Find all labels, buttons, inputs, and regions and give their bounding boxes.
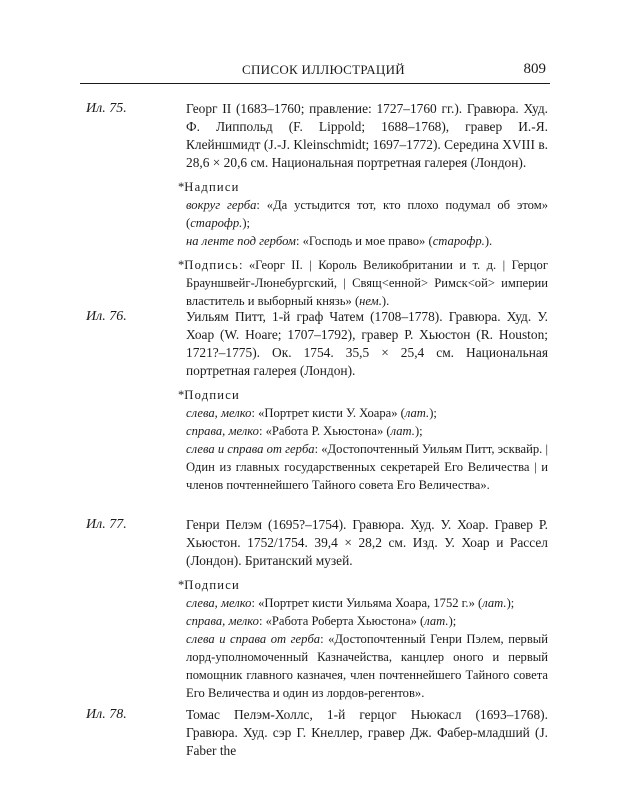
note-line: справа, мелко: «Работа Р. Хьюстона» (лат.); xyxy=(186,424,423,438)
note-line: вокруг герба: «Да устыдится тот, кто плохо подумал об этом» (старофр.); xyxy=(186,198,549,230)
note-line: слева и справа от герба: «Достопочтенный Уильям Питт, эсквайр. | Один из главных государственных секретарей Его Величества | и членов почтеннейшего Тайного совета Его Величества». xyxy=(186,442,548,492)
note-line: на ленте под гербом: «Господь и мое право» (старофр.). xyxy=(186,234,493,248)
note-label: Подписи xyxy=(184,388,240,402)
inscriptions-block: *Подписи слева, мелко: «Портрет кисти У. Хоара» (лат.); справа, мелко: «Работа Р. Хьюстона» (лат.); слева и справа от герба: «Достопочтенный Уильям Питт, эсквайр. | Один из главных государственных секретарей Его Величества | и членов почтеннейшего Тайного совета Его Величества». xyxy=(178,388,548,492)
illustration-description: Томас Пелэм-Холлс, 1-й герцог Ньюкасл (1693–1768). Гравюра. Худ. сэр Г. Кнеллер, гравер Дж. Фабер-младший (J. Faber the xyxy=(186,707,548,758)
note-line: слева, мелко: «Портрет кисти Уильяма Хоара, 1752 г.» (лат.); xyxy=(186,596,515,610)
illustration-description: Уильям Питт, 1-й граф Чатем (1708–1778). Гравюра. Худ. У. Хоар (W. Hoare; 1707–1792), гравер Р. Хьюстон (R. Houston; 1721?–1775). Ок. 1754. 35,5 × 25,4 см. Национальная портретная галерея (Лондон). xyxy=(186,309,548,378)
illustration-description: Генри Пелэм (1695?–1754). Гравюра. Худ. У. Хоар. Гравер Р. Хьюстон. 1752/1754. 39,4 × 28,2 см. Изд. У. Хоар и Рассел (Лондон). Британский музей. xyxy=(186,517,548,568)
signature-block: *Подпись: «Георг II. | Король Великобритании и т. д. | Герцог Брауншвейг-Люнебургский, | Свящ<енной> Римск<ой> империи властитель и выборный князь» (нем.). xyxy=(178,258,548,308)
note-line: слева и справа от герба: «Достопочтенный Генри Пэлем, первый лорд-уполномоченный Казначейства, канцлер оного и первый помощник главного казначея, член почтеннейшего Тайного совета Его Величества и один из лордов-регентов». xyxy=(186,632,548,700)
illustration-number: Ил. 78. xyxy=(86,707,127,722)
illustration-number: Ил. 76. xyxy=(86,309,127,324)
note-line: справа, мелко: «Работа Роберта Хьюстона» (лат.); xyxy=(186,614,457,628)
page-number: 809 xyxy=(523,61,546,77)
note-label: Надписи xyxy=(184,180,240,194)
note-line: слева, мелко: «Портрет кисти У. Хоара» (лат.); xyxy=(186,406,437,420)
running-title: СПИСОК ИЛЛЮСТРАЦИЙ xyxy=(242,62,405,77)
note-label: Подписи xyxy=(184,578,240,592)
illustration-description: Георг II (1683–1760; правление: 1727–1760 гг.). Гравюра. Худ. Ф. Липпольд (F. Lippold; 1688–1768), гравер И.-Я. Клейншмидт (J.-J. Kleinschmidt; 1697–1772). Середина XVIII в. 28,6 × 20,6 см. Национальная портретная галерея (Лондон). xyxy=(186,101,548,170)
illustration-number: Ил. 77. xyxy=(86,517,127,532)
note-label: Подпись xyxy=(184,258,239,272)
inscriptions-block: *Надписи вокруг герба: «Да устыдится тот, кто плохо подумал об этом» (старофр.); на ленте под гербом: «Господь и мое право» (старофр.). xyxy=(178,180,549,248)
running-header xyxy=(80,58,550,86)
illustration-number: Ил. 75. xyxy=(86,101,127,116)
inscriptions-block: *Подписи слева, мелко: «Портрет кисти Уильяма Хоара, 1752 г.» (лат.); справа, мелко: «Работа Роберта Хьюстона» (лат.); слева и справа от герба: «Достопочтенный Генри Пэлем, первый лорд-уполномоченный Казначейства, канцлер оного и первый помощник главного казначея, член почтеннейшего Тайного совета Его Величества и один из лордов-регентов». xyxy=(178,578,548,700)
header-rule xyxy=(80,83,550,84)
